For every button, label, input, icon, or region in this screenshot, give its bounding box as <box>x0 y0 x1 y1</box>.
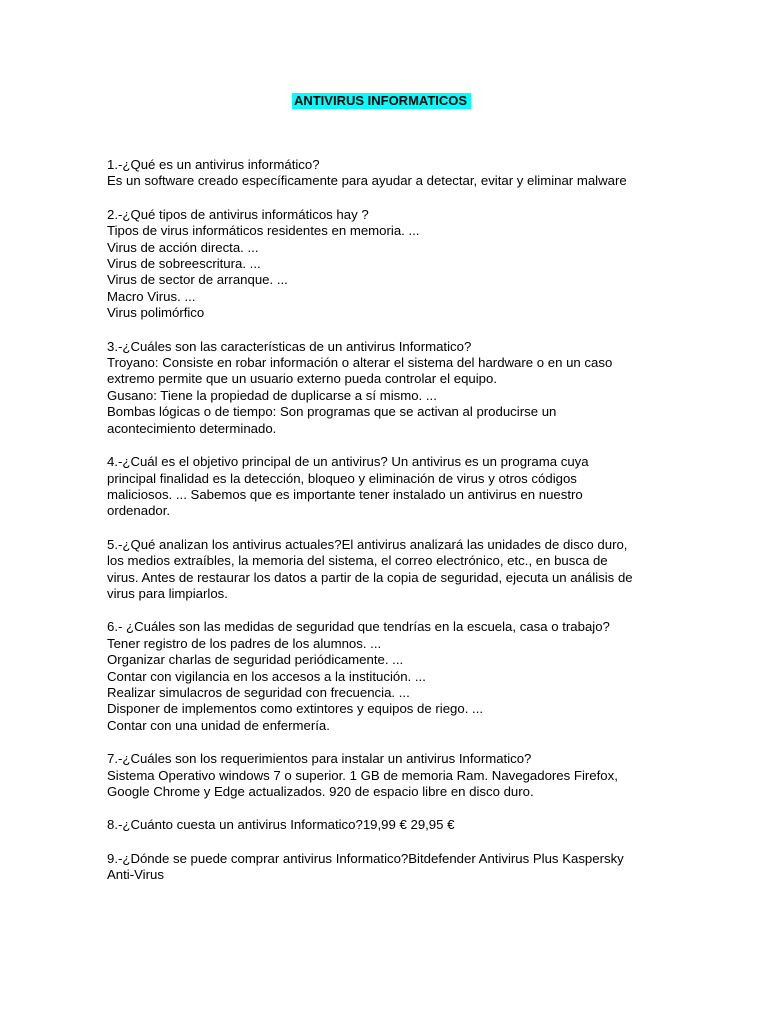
document-title: ANTIVIRUS INFORMATICOS <box>292 93 471 109</box>
question-8 <box>107 817 667 833</box>
question-2-line: 2.-¿Qué tipos de antivirus informáticos hay ? <box>107 206 369 222</box>
question-5 <box>107 537 667 603</box>
question-3-line: 3.-¿Cuáles son las características de un antivirus Informatico? <box>107 338 472 354</box>
answer-2-line: Virus de sobreescritura. ... <box>107 256 261 272</box>
answer-3-line: Gusano: Tiene la propiedad de duplicarse a sí mismo. ... <box>107 387 437 403</box>
question-7-line: 7.-¿Cuáles son los requerimientos para instalar un antivirus Informatico? <box>107 751 532 767</box>
question-4-line: 4.-¿Cuál es el objetivo principal de un antivirus? Un antivirus es un programa cuya <box>107 454 589 470</box>
answer-4-line: ordenador. <box>107 503 171 519</box>
answer-6-line: Realizar simulacros de seguridad con frecuencia. ... <box>107 684 410 700</box>
answer-6-line: Tener registro de los padres de los alumnos. ... <box>107 635 382 651</box>
answer-2-line: Tipos de virus informáticos residentes en memoria. ... <box>107 223 420 239</box>
question-8-line: 8.-¿Cuánto cuesta un antivirus Informatico?19,99 € 29,95 € <box>107 817 455 833</box>
question-7 <box>107 751 667 800</box>
question-1 <box>107 157 667 190</box>
answer-2-line: Virus polimórfico <box>107 305 205 321</box>
answer-3-line: Bombas lógicas o de tiempo: Son programas que se activan al producirse un <box>107 404 557 420</box>
question-6 <box>107 619 667 734</box>
answer-4-line: maliciosos. ... Sabemos que es importante tener instalado un antivirus en nuestro <box>107 486 583 502</box>
question-2 <box>107 207 667 322</box>
answer-7-line: Sistema Operativo windows 7 o superior. 1 GB de memoria Ram. Navegadores Firefox, <box>107 767 618 783</box>
question-3 <box>107 339 667 437</box>
answer-1-line: Es un software creado específicamente para ayudar a detectar, evitar y eliminar malware <box>107 173 627 189</box>
answer-3-line: Troyano: Consiste en robar información o alterar el sistema del hardware o en un caso <box>107 355 613 371</box>
answer-6-line: Disponer de implementos como extintores y equipos de riego. ... <box>107 701 484 717</box>
answer-3-line: acontecimiento determinado. <box>107 420 277 436</box>
answer-7-line: Google Chrome y Edge actualizados. 920 de espacio libre en disco duro. <box>107 784 534 799</box>
title-container <box>0 92 768 110</box>
answer-6-line: Contar con vigilancia en los accesos a la institución. ... <box>107 668 426 684</box>
answer-4-line: principal finalidad es la detección, bloqueo y eliminación de virus y otros códigos <box>107 470 577 486</box>
document-body <box>107 157 667 901</box>
answer-5-line: virus. Antes de restaurar los datos a partir de la copia de seguridad, ejecuta un análisis de <box>107 569 633 585</box>
answer-5-line: los medios extraíbles, la memoria del sistema, el correo electrónico, etc., en busca de <box>107 553 608 569</box>
answer-2-line: Macro Virus. ... <box>107 288 196 304</box>
question-1-line: 1.-¿Qué es un antivirus informático? <box>107 157 320 172</box>
answer-9-line: Anti-Virus <box>107 867 164 883</box>
answer-6-line: Organizar charlas de seguridad periódicamente. ... <box>107 652 404 668</box>
question-5-line: 5.-¿Qué analizan los antivirus actuales?El antivirus analizará las unidades de disco duro, <box>107 536 628 552</box>
question-6-line: 6.- ¿Cuáles son las medidas de seguridad que tendrías en la escuela, casa o trabajo? <box>107 619 610 635</box>
answer-3-line: extremo permite que un usuario externo pueda controlar el equipo. <box>107 371 498 387</box>
question-9 <box>107 851 667 884</box>
answer-6-line: Contar con una unidad de enfermería. <box>107 717 330 733</box>
answer-2-line: Virus de sector de arranque. ... <box>107 272 288 288</box>
answer-2-line: Virus de acción directa. ... <box>107 239 259 255</box>
question-4 <box>107 454 667 520</box>
question-9-line: 9.-¿Dónde se puede comprar antivirus Informatico?Bitdefender Antivirus Plus Kaspersky <box>107 850 624 866</box>
answer-5-line: virus para limpiarlos. <box>107 585 228 601</box>
